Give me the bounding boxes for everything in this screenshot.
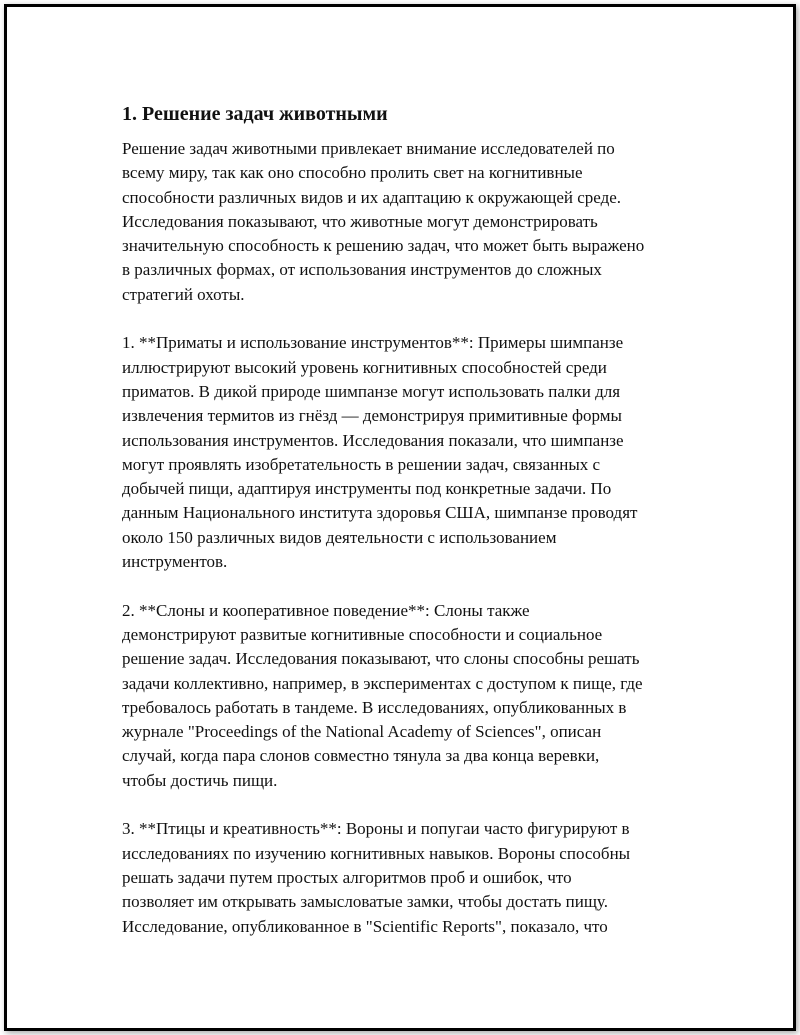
paragraph — [122, 331, 702, 574]
text-line: решение задач. Исследования показывают, что слоны способны решать — [122, 649, 640, 669]
document-body — [122, 101, 702, 963]
text-line: инструментов. — [122, 552, 228, 572]
text-line: добычей пищи, адаптируя инструменты под конкретные задачи. По — [122, 479, 612, 499]
text-line: 1. **Приматы и использование инструментов**: Примеры шимпанзе — [122, 333, 624, 353]
text-line: могут проявлять изобретательность в решении задач, связанных с — [122, 454, 601, 474]
text-line: позволяет им открывать замысловатые замки, чтобы достать пищу. — [122, 892, 608, 912]
text-line: в различных формах, от использования инструментов до сложных — [122, 260, 602, 280]
text-line: приматов. В дикой природе шимпанзе могут использовать палки для — [122, 381, 621, 401]
text-line: демонстрируют развитые когнитивные способности и социальное — [122, 624, 603, 644]
text-line: Исследования показывают, что животные могут демонстрировать — [122, 211, 598, 231]
paragraph-list — [122, 137, 702, 939]
text-line: способности различных видов и их адаптацию к окружающей среде. — [122, 187, 622, 207]
text-line: Исследование, опубликованное в "Scientific Reports", показало, что — [122, 916, 608, 936]
text-line: всему миру, так как оно способно пролить свет на когнитивные — [122, 163, 583, 183]
text-line: задачи коллективно, например, в экспериментах с доступом к пище, где — [122, 673, 643, 693]
text-line: использования инструментов. Исследования показали, что шимпанзе — [122, 430, 624, 450]
text-line: около 150 различных видов деятельности с использованием — [122, 527, 557, 547]
document-page — [4, 4, 796, 1031]
text-line: Решение задач животными привлекает внимание исследователей по — [122, 139, 615, 158]
text-line: 3. **Птицы и креативность**: Вороны и попугаи часто фигурируют в — [122, 819, 630, 839]
text-line: значительную способность к решению задач, что может быть выражено — [122, 236, 645, 256]
text-line: решать задачи путем простых алгоритмов проб и ошибок, что — [122, 867, 572, 887]
paragraph — [122, 599, 702, 793]
text-line: исследованиях по изучению когнитивных навыков. Вороны способны — [122, 843, 631, 863]
text-line: данным Национального института здоровья США, шимпанзе проводят — [122, 503, 638, 523]
paragraph — [122, 817, 702, 938]
text-line: случай, когда пара слонов совместно тянула за два конца веревки, — [122, 746, 600, 766]
text-line: требовалось работать в тандеме. В исследованиях, опубликованных в — [122, 697, 627, 717]
text-line: иллюстрируют высокий уровень когнитивных способностей среди — [122, 357, 607, 377]
paragraph — [122, 137, 702, 307]
text-line: извлечения термитов из гнёзд — демонстрируя примитивные формы — [122, 406, 622, 426]
text-line: стратегий охоты. — [122, 284, 245, 304]
text-line: чтобы достичь пищи. — [122, 770, 278, 790]
section-heading: 1. Решение задач животными — [122, 103, 388, 125]
text-line: 2. **Слоны и кооперативное поведение**: Слоны также — [122, 600, 530, 620]
text-line: журнале "Proceedings of the National Academy of Sciences", описан — [122, 722, 602, 742]
